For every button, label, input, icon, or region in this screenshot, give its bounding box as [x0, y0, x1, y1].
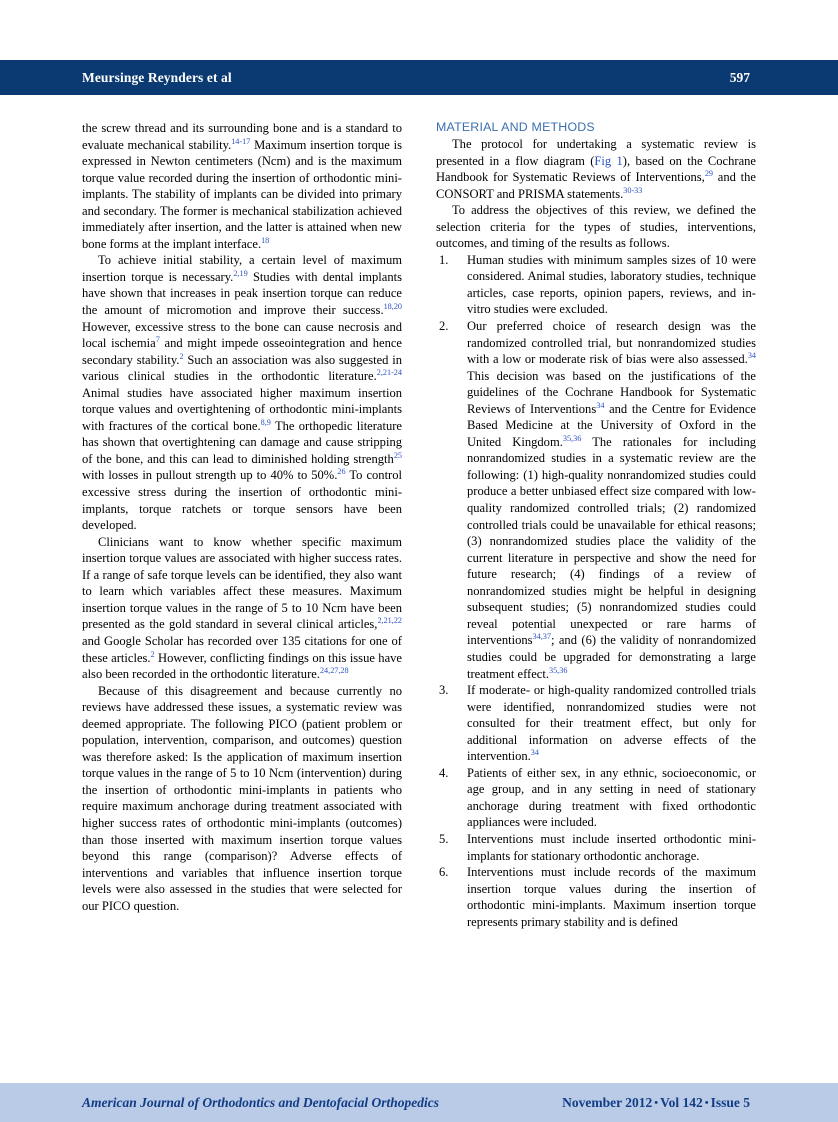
- reference-superscript[interactable]: 30-33: [623, 185, 643, 195]
- selection-criteria-item: Our preferred choice of research design was the randomized controlled trial, but nonrandomized studies with a low or moderate risk of bias were also assessed.$^{34}$ This decision was based on the justifications of the guidelines of the Cochrane Handbook for Systematic Reviews of Interventions$^{34}$ and the Centre for Evidence Based Medicine at the University of Oxford in the United Kingdom.$^{35,36}$ The rationales for including nonrandomized studies in a systematic review are the following: (1) high-quality nonrandomized studies could produce a better unbiased effect size compared with low-quality randomized controlled trials; (2) randomized controlled trials could be unavailable for ethical reasons; (3) nonrandomized studies place the validity of the current literature in perspective and show the need for future research; (4) findings of a review of nonrandomized studies might be helpful in designing subsequent studies; (5) nonrandomized studies could reveal potential unexpected or rare harms of interventions$^{34,37}$; and (6) the validity of nonrandomized studies could be upgraded for demonstrating a large treatment effect.$^{35,36}$: [467, 319, 757, 681]
- body-paragraph: Because of this disagreement and because currently no reviews have addressed these issues, a systematic review was deemed appropriate. The following PICO (patient problem or population, intervention, comparison, and outcomes) question was therefore asked: Is the application of maximum insertion torque values in the range of 5 to 10 Ncm (intervention) during the insertion of orthodontic mini-implants in patients who require maximum anchorage during treatment associated with higher success rates of orthodontic mini-implants (outcomes) than those inserted with maximum insertion torque values beyond this range (comparison)? Adverse effects of interventions and variables that influence insertion torque levels were also assessed in the studies that were selected for our PICO question.: [82, 683, 402, 913]
- body-paragraph: Clinicians want to know whether specific maximum insertion torque values are associated with higher success rates. If a range of safe torque levels can be identified, they also want to learn which variables affect these measures. Maximum insertion torque values in the range of 5 to 10 Ncm have been presented as the gold standard in several clinical articles,$^{2,21,22}$ and Google Scholar has recorded over 135 citations for one of these articles.$^2$ However, conflicting findings on this issue have also been recorded in the orthodontic literature.$^{24,27,28}$: [82, 534, 402, 682]
- reference-superscript[interactable]: 26: [337, 467, 346, 477]
- body-paragraph: To achieve initial stability, a certain level of maximum insertion torque is necessary.$^{2,19}$ Studies with dental implants have shown that increases in peak insertion torque can reduce the amount of micromotion and improve their success.$^{18,20}$ However, excessive stress to the bone can cause necrosis and local ischemia$^7$ and might impede osseointegration and hence secondary stability.$^2$ Such an association was also suggested in various clinical studies in the orthodontic literature.$^{2,21-24}$ Animal studies have associated higher maximum insertion torque values and overtightening of orthodontic mini-implants with fractures of the cortical bone.$^{8,9}$ The orthopedic literature has shown that overtightening can damage and cause stripping of the bone, and this can lead to diminished holding strength$^{25}$ with losses in pullout strength up to 40% to 50%.$^{26}$ To control excessive stress during the insertion of orthodontic mini-implants, torque ratchets or torque sensors have been developed.: [82, 253, 403, 533]
- page-footer-bar: [0, 1083, 838, 1122]
- reference-superscript[interactable]: 34: [747, 350, 756, 360]
- selection-criteria-item: Interventions must include records of the maximum insertion torque values during the insertion of orthodontic mini-implants. Maximum insertion torque represents primary stability and is defined: [467, 865, 756, 929]
- reference-superscript[interactable]: 7: [155, 334, 160, 344]
- body-paragraph: To address the objectives of this review, we defined the selection criteria for the types of studies, interventions, outcomes, and timing of the results as follows.: [436, 203, 756, 251]
- footer-journal-title: American Journal of Orthodontics and Dentofacial Orthopedics: [82, 1094, 440, 1110]
- reference-superscript[interactable]: 18: [261, 235, 270, 245]
- reference-superscript[interactable]: 2,19: [233, 268, 248, 278]
- reference-superscript[interactable]: 34,37: [532, 632, 551, 642]
- reference-superscript[interactable]: 2,21,22: [377, 616, 402, 626]
- footer-issue-number: Issue 5: [710, 1094, 750, 1110]
- right-column-paragraphs: [436, 136, 756, 252]
- reference-superscript[interactable]: 35,36: [562, 433, 582, 443]
- right-column: [436, 120, 756, 1060]
- reference-superscript[interactable]: 2: [179, 351, 184, 361]
- selection-criteria-item: If moderate- or high-quality randomized controlled trials were identified, nonrandomized studies were not consulted for their treatment effect, but only for additional information on adverse effects of the intervention.$^{34}$: [467, 683, 756, 764]
- reference-superscript[interactable]: 24,27,28: [319, 665, 349, 675]
- running-head-bar: [0, 60, 838, 95]
- reference-superscript[interactable]: 35,36: [548, 665, 568, 675]
- selection-criteria-item: Human studies with minimum samples sizes of 10 were considered. Animal studies, laboratory studies, technique articles, case reports, opinion papers, reviews, and in-vitro studies were excluded.: [467, 252, 756, 317]
- footer-separator-2: •: [704, 1096, 709, 1109]
- selection-criteria-list: [436, 252, 756, 930]
- footer-issue-info: [562, 1095, 750, 1111]
- running-head-page-number: 597: [729, 69, 750, 85]
- running-head-authors: Meursinge Reynders et al: [82, 69, 232, 85]
- reference-superscript[interactable]: 8,9: [260, 417, 271, 427]
- reference-superscript[interactable]: 34: [596, 400, 605, 410]
- section-heading-material-and-methods: MATERIAL AND METHODS: [436, 120, 595, 134]
- left-column: [82, 120, 402, 1060]
- reference-superscript[interactable]: 25: [393, 450, 402, 460]
- selection-criteria-item: Interventions must include inserted orthodontic mini-implants for stationary orthodontic anchorage.: [467, 831, 756, 863]
- footer-separator-1: •: [654, 1096, 659, 1109]
- left-column-paragraphs: [82, 120, 402, 914]
- footer-volume: Vol 142: [660, 1094, 703, 1110]
- body-paragraph: The protocol for undertaking a systematic review is presented in a flow diagram (Fig 1), based on the Cochrane Handbook for Systematic Reviews of Interventions,$^{29}$ and the CONSORT and PRISMA statements.$^{30-33}$: [436, 137, 756, 201]
- page-body: [82, 120, 756, 1060]
- body-paragraph: the screw thread and its surrounding bone and is a standard to evaluate mechanical stability.$^{14-17}$ Maximum insertion torque is expressed in Newton centimeters (Ncm) and is the maximum torque value recorded during the insertion of orthodontic mini-implants. The stability of implants can be divided into primary and secondary. The former is mechanical stabilization achieved immediately after insertion, and the latter is attained when new bone forms at the implant interface.$^{18}$: [82, 121, 402, 251]
- footer-month-year: November 2012: [562, 1094, 653, 1110]
- reference-superscript[interactable]: 14-17: [231, 136, 251, 146]
- reference-superscript[interactable]: 34: [530, 748, 539, 758]
- reference-superscript[interactable]: 29: [704, 168, 713, 178]
- selection-criteria-item: Patients of either sex, in any ethnic, socioeconomic, or age group, and in any setting in need of stationary anchorage during treatment with fixed orthodontic appliances were included.: [467, 765, 756, 830]
- figure-cross-reference[interactable]: Fig 1: [594, 153, 623, 168]
- reference-superscript[interactable]: 2: [150, 649, 155, 659]
- reference-superscript[interactable]: 18,20: [383, 301, 402, 311]
- reference-superscript[interactable]: 2,21-24: [376, 368, 402, 378]
